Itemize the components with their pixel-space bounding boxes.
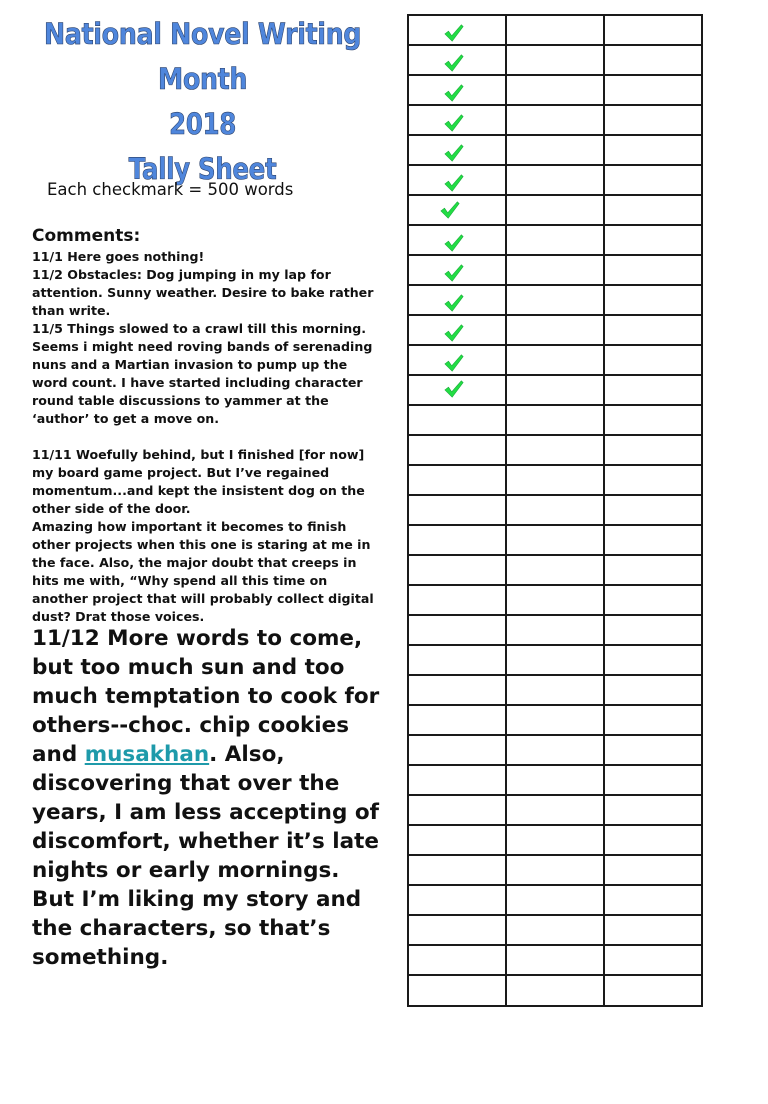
musakhan-link[interactable]: musakhan	[84, 742, 210, 767]
tally-cell	[604, 405, 702, 435]
checkmark-icon	[439, 199, 461, 221]
checkmark-icon	[443, 22, 465, 44]
tally-cell	[604, 855, 702, 885]
tally-cell	[408, 255, 506, 285]
tally-cell	[604, 435, 702, 465]
tally-cell	[506, 765, 604, 795]
tally-cell	[506, 885, 604, 915]
tally-cell	[408, 705, 506, 735]
tally-cell	[506, 525, 604, 555]
tally-row	[408, 495, 702, 525]
tally-cell	[604, 495, 702, 525]
checkmark-icon	[443, 352, 465, 374]
page-year: 2018	[169, 107, 236, 141]
tally-row	[408, 315, 702, 345]
tally-cell	[506, 285, 604, 315]
tally-cell	[408, 465, 506, 495]
comments-heading: Comments:	[32, 226, 141, 246]
tally-row	[408, 135, 702, 165]
tally-cell	[408, 165, 506, 195]
tally-cell	[506, 495, 604, 525]
tally-cell	[604, 975, 702, 1006]
tally-row	[408, 345, 702, 375]
tally-cell	[604, 825, 702, 855]
comment-entry: Amazing how important it becomes to finish other projects when this one is staring at me in the face. Also, the major doubt that creeps in hits me with, “Why spend all this time on another project that will probably collect digital dust? Drat those voices.	[32, 519, 374, 624]
tally-cell	[408, 195, 506, 225]
tally-cell	[408, 15, 506, 45]
tally-row	[408, 555, 702, 585]
tally-cell	[506, 345, 604, 375]
tally-cell	[506, 795, 604, 825]
tally-row	[408, 975, 702, 1006]
tally-row	[408, 675, 702, 705]
checkmark-icon	[443, 172, 465, 194]
tally-cell	[408, 45, 506, 75]
tally-row	[408, 15, 702, 45]
tally-cell	[604, 375, 702, 405]
tally-cell	[604, 165, 702, 195]
checkmark-icon	[443, 322, 465, 344]
tally-cell	[408, 345, 506, 375]
tally-cell	[604, 765, 702, 795]
tally-cell	[604, 915, 702, 945]
tally-row	[408, 945, 702, 975]
tally-cell	[408, 135, 506, 165]
tally-cell	[604, 675, 702, 705]
tally-cell	[506, 555, 604, 585]
tally-cell	[506, 315, 604, 345]
tally-cell	[408, 285, 506, 315]
tally-cell	[408, 795, 506, 825]
tally-cell	[604, 105, 702, 135]
comment-entry: 11/11 Woefully behind, but I finished [for now] my board game project. But I’ve regained momentum...and kept the insistent dog on the other side of the door.	[32, 447, 365, 516]
tally-cell	[604, 555, 702, 585]
tally-row	[408, 255, 702, 285]
tally-cell	[408, 375, 506, 405]
latest-comment-text: 11/12 More words to come, but too much sun and too much temptation to cook for others--choc. chip cookies and	[32, 626, 380, 767]
tally-cell	[506, 825, 604, 855]
tally-cell	[408, 855, 506, 885]
tally-row	[408, 735, 702, 765]
tally-cell	[506, 225, 604, 255]
tally-row	[408, 795, 702, 825]
tally-row	[408, 915, 702, 945]
tally-cell	[604, 225, 702, 255]
tally-cell	[506, 735, 604, 765]
checkmark-icon	[443, 52, 465, 74]
comment-entry: 11/2 Obstacles: Dog jumping in my lap for attention. Sunny weather. Desire to bake rather than write.	[32, 267, 374, 318]
tally-cell	[506, 105, 604, 135]
page-subtitle: Tally Sheet	[128, 152, 277, 186]
checkmark-legend: Each checkmark = 500 words	[47, 180, 294, 199]
tally-cell	[506, 585, 604, 615]
tally-row	[408, 285, 702, 315]
tally-cell	[506, 645, 604, 675]
tally-cell	[506, 615, 604, 645]
tally-row	[408, 525, 702, 555]
tally-cell	[604, 135, 702, 165]
tally-cell	[506, 405, 604, 435]
tally-row	[408, 765, 702, 795]
tally-cell	[506, 435, 604, 465]
tally-cell	[408, 825, 506, 855]
tally-row	[408, 645, 702, 675]
checkmark-icon	[443, 292, 465, 314]
tally-cell	[506, 915, 604, 945]
tally-cell	[408, 525, 506, 555]
tally-cell	[604, 195, 702, 225]
tally-cell	[408, 435, 506, 465]
comments-section	[32, 226, 382, 626]
tally-cell	[506, 375, 604, 405]
tally-cell	[506, 75, 604, 105]
tally-cell	[604, 645, 702, 675]
tally-cell	[408, 405, 506, 435]
tally-row	[408, 465, 702, 495]
tally-cell	[604, 465, 702, 495]
tally-cell	[604, 705, 702, 735]
tally-cell	[506, 675, 604, 705]
tally-cell	[408, 555, 506, 585]
tally-row	[408, 855, 702, 885]
tally-cell	[604, 585, 702, 615]
tally-row	[408, 585, 702, 615]
checkmark-icon	[443, 378, 465, 400]
tally-cell	[408, 675, 506, 705]
tally-row	[408, 615, 702, 645]
tally-cell	[408, 315, 506, 345]
tally-cell	[506, 195, 604, 225]
checkmark-icon	[443, 142, 465, 164]
latest-comment-text-end: . Also, discovering that over the years, I am less accepting of discomfort, whether it’s late nights or early mornings. But I’m liking my story and the characters, so that’s something.	[32, 742, 379, 970]
tally-cell	[408, 885, 506, 915]
tally-cell	[408, 645, 506, 675]
tally-table	[407, 14, 703, 1007]
checkmark-icon	[443, 262, 465, 284]
tally-cell	[408, 915, 506, 945]
tally-row	[408, 195, 702, 225]
tally-cell	[408, 585, 506, 615]
tally-cell	[506, 15, 604, 45]
tally-row	[408, 375, 702, 405]
tally-cell	[506, 945, 604, 975]
tally-cell	[604, 75, 702, 105]
tally-cell	[604, 615, 702, 645]
tally-row	[408, 435, 702, 465]
tally-cell	[506, 135, 604, 165]
title-block	[0, 12, 405, 192]
tally-cell	[408, 945, 506, 975]
tally-cell	[604, 315, 702, 345]
tally-cell	[506, 465, 604, 495]
checkmark-icon	[443, 232, 465, 254]
tally-cell	[604, 15, 702, 45]
tally-row	[408, 405, 702, 435]
tally-cell	[604, 885, 702, 915]
tally-cell	[506, 165, 604, 195]
tally-cell	[604, 285, 702, 315]
tally-cell	[604, 45, 702, 75]
tally-row	[408, 885, 702, 915]
tally-row	[408, 705, 702, 735]
tally-cell	[408, 105, 506, 135]
tally-row	[408, 225, 702, 255]
tally-cell	[604, 945, 702, 975]
tally-row	[408, 825, 702, 855]
tally-cell	[408, 765, 506, 795]
tally-row	[408, 105, 702, 135]
tally-cell	[506, 975, 604, 1006]
tally-row	[408, 165, 702, 195]
tally-cell	[408, 495, 506, 525]
checkmark-icon	[443, 112, 465, 134]
tally-cell	[506, 705, 604, 735]
tally-cell	[604, 525, 702, 555]
tally-row	[408, 45, 702, 75]
tally-cell	[506, 855, 604, 885]
tally-cell	[408, 75, 506, 105]
tally-cell	[408, 735, 506, 765]
page-title: National Novel Writing Month	[43, 17, 362, 96]
tally-cell	[604, 255, 702, 285]
tally-cell	[408, 975, 506, 1006]
tally-cell	[604, 735, 702, 765]
tally-cell	[506, 45, 604, 75]
tally-cell	[506, 255, 604, 285]
checkmark-icon	[443, 82, 465, 104]
tally-cell	[604, 795, 702, 825]
tally-cell	[604, 345, 702, 375]
latest-comment	[32, 624, 382, 972]
tally-cell	[408, 615, 506, 645]
comment-entry: 11/5 Things slowed to a crawl till this morning. Seems i might need roving bands of serenading nuns and a Martian invasion to pump up the word count. I have started including character round table discussions to yammer at the ‘author’ to get a move on.	[32, 321, 373, 426]
comment-entry: 11/1 Here goes nothing!	[32, 249, 205, 264]
tally-row	[408, 75, 702, 105]
tally-cell	[408, 225, 506, 255]
